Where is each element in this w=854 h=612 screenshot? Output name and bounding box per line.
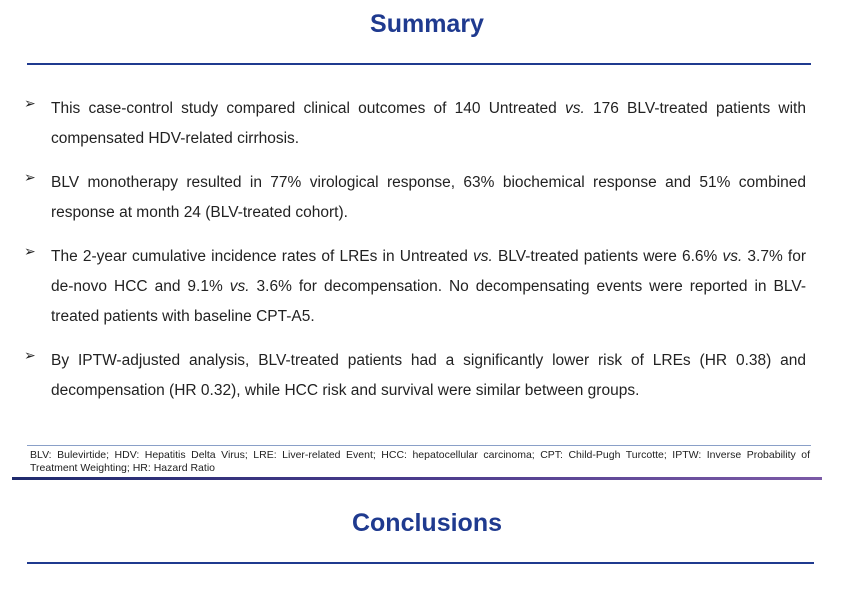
bullet-text	[51, 168, 806, 228]
footnote-rule	[27, 445, 811, 446]
bullet-text	[51, 242, 806, 332]
conclusions-rule	[27, 562, 814, 564]
summary-bullets	[24, 94, 806, 420]
bullet-item	[24, 346, 806, 406]
text-run: BLV monotherapy resulted in 77% virological response, 63% biochemical response and 51% combined response at month 24 (BLV-treated cohort).	[51, 174, 806, 221]
arrow-bullet-icon: ➢	[24, 95, 36, 111]
text-run: This case-control study compared clinical outcomes of 140 Untreated	[51, 100, 565, 117]
bullet-item	[24, 168, 806, 228]
italic-text: vs.	[722, 248, 743, 265]
conclusions-title: Conclusions	[351, 509, 502, 537]
bullet-text	[51, 94, 806, 154]
arrow-bullet-icon: ➢	[24, 243, 36, 259]
section-divider	[12, 477, 822, 480]
bullet-item	[24, 242, 806, 332]
summary-title: Summary	[370, 10, 484, 38]
text-run: The 2-year cumulative incidence rates of LREs in Untreated	[51, 248, 473, 265]
text-run: 176 BLV-treated patients with compensated HDV-related cirrhosis.	[51, 100, 806, 147]
text-run: By IPTW-adjusted analysis, BLV-treated patients had a significantly lower risk of LREs (HR 0.38) and decompensation (HR 0.32), while HCC risk and survival were similar between groups.	[51, 352, 806, 399]
bullet-item	[24, 94, 806, 154]
arrow-bullet-icon: ➢	[24, 347, 36, 363]
arrow-bullet-icon: ➢	[24, 169, 36, 185]
text-run: 3.6% for decompensation. No decompensating events were reported in BLV-treated patients with baseline CPT-A5.	[51, 278, 806, 325]
text-run: BLV-treated patients were 6.6%	[492, 248, 723, 265]
bullet-text	[51, 346, 806, 406]
italic-text: vs.	[472, 248, 493, 265]
italic-text: vs.	[564, 100, 585, 117]
italic-text: vs.	[229, 278, 250, 295]
abbreviations-footnote: BLV: Bulevirtide; HDV: Hepatitis Delta Virus; LRE: Liver-related Event; HCC: hepatocellular carcinoma; CPT: Child-Pugh Turcotte; IPTW: Inverse Probability of Treatment Weighting; HR: Hazard Ratio	[30, 449, 810, 474]
summary-rule	[27, 63, 811, 65]
text-run: 3.7% for de-novo HCC and 9.1%	[51, 248, 806, 295]
